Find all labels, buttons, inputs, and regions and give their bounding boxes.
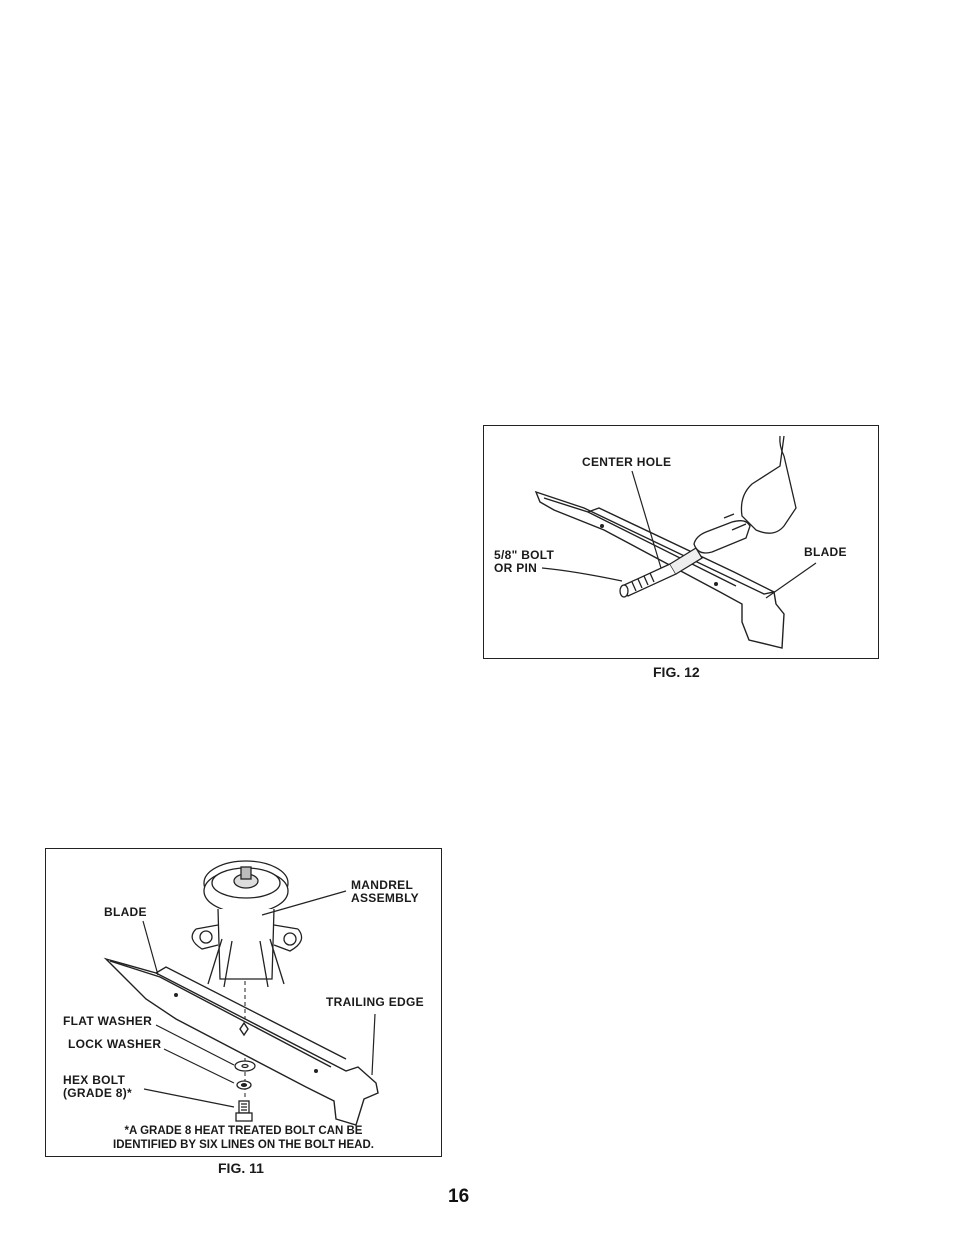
fig11-blade-label: BLADE <box>104 905 147 919</box>
mandrel-drawing <box>192 861 301 987</box>
fig12-figure-box <box>483 425 879 659</box>
mandrel-assembly-label: MANDREL ASSEMBLY <box>351 878 419 905</box>
grade8-note-line1: *A GRADE 8 HEAT TREATED BOLT CAN BE <box>124 1125 363 1137</box>
blade-balance-illustration <box>484 426 878 658</box>
page-number: 16 <box>448 1186 470 1207</box>
bolt-or-pin-label: 5/8" BOLT OR PIN <box>494 548 555 575</box>
grade8-note-line2: IDENTIFIED BY SIX LINES ON THE BOLT HEAD. <box>113 1139 374 1151</box>
trailing-edge-label: TRAILING EDGE <box>326 995 424 1009</box>
fig11-figure-box <box>45 848 442 1157</box>
fig11-caption: FIG. 11 <box>218 1160 264 1176</box>
hand-drawing <box>694 436 796 553</box>
fig12-blade-label: BLADE <box>804 545 847 559</box>
hex-bolt-label: HEX BOLT (GRADE 8)* <box>63 1073 133 1100</box>
center-hole-label: CENTER HOLE <box>582 455 672 469</box>
flat-washer-label: FLAT WASHER <box>63 1014 153 1028</box>
fig12-caption: FIG. 12 <box>653 664 700 680</box>
washer-bolt-drawing <box>235 1061 255 1121</box>
lock-washer-label: LOCK WASHER <box>68 1037 162 1051</box>
